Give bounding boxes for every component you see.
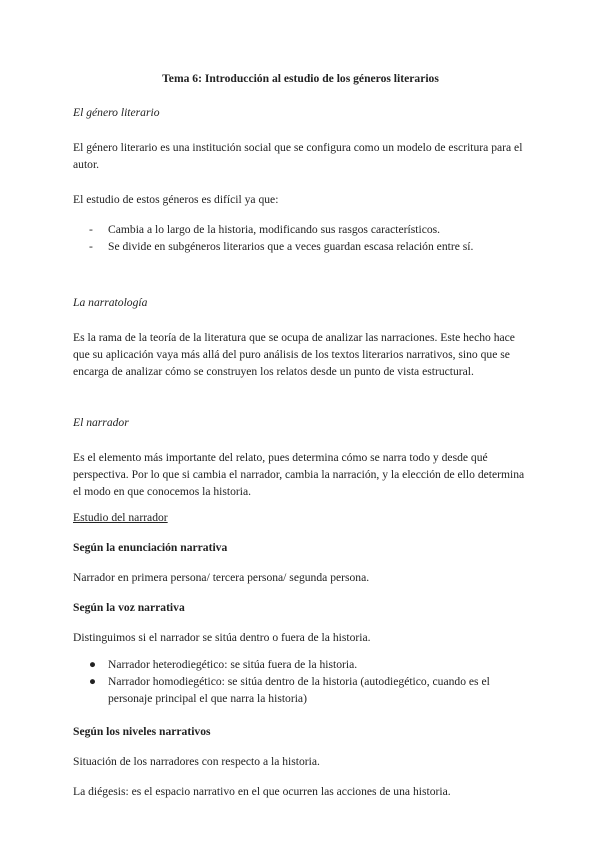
list-item: - Cambia a lo largo de la historia, modificando sus rasgos característicos. [89,223,441,236]
dash-marker: - [89,240,93,253]
paragraph-narratologia: Es la rama de la teoría de la literatura que se ocupa de analizar las narraciones. Este hecho hace que su aplicación vaya más allá del puro análisis de los textos literarios narrativos, sino que se encarga de analizar cómo se construyen los relatos desde un punto de vista estructural. [73,331,515,378]
dash-marker: - [89,223,93,236]
list-item: ● Narrador heterodiegético: se sitúa fuera de la historia. [89,658,358,671]
section-heading-narrador: El narrador [73,416,129,429]
paragraph-niveles-diegesis: La diégesis: es el espacio narrativo en el que ocurren las acciones de una historia. [73,785,451,798]
heading-enunciacion: Según la enunciación narrativa [73,541,228,554]
paragraph-narrador: Es el elemento más importante del relato, pues determina cómo se narra todo y desde qué perspectiva. Por lo que si cambia el narrador, cambia la narración, y la elección de ello determina el modo en que conocemos la historia. [73,451,525,498]
bullet-list-voz [73,656,528,707]
subheading-estudio-narrador: Estudio del narrador [73,511,168,524]
list-item: - Se divide en subgéneros literarios que a veces guardan escasa relación entre sí. [89,240,474,253]
paragraph-genero-definicion: El género literario es una institución social que se configura como un modelo de escritura para el autor. [73,141,523,171]
paragraph-enunciacion: Narrador en primera persona/ tercera persona/ segunda persona. [73,571,370,584]
paragraph-voz: Distinguimos si el narrador se sitúa dentro o fuera de la historia. [73,631,371,644]
heading-voz: Según la voz narrativa [73,601,185,614]
page-title: Tema 6: Introducción al estudio de los géneros literarios [162,72,439,85]
dash-list-genero [73,221,528,255]
bullet-marker: ● [89,675,97,688]
heading-niveles: Según los niveles narrativos [73,725,211,738]
section-heading-genero: El género literario [73,106,160,119]
list-item: ● Narrador homodiegético: se sitúa dentro de la historia (autodiegético, cuando es el personaje principal el que narra la historia) [89,675,490,705]
paragraph-niveles-situacion: Situación de los narradores con respecto a la historia. [73,755,320,768]
section-heading-narratologia: La narratología [73,296,148,309]
paragraph-genero-dificultad: El estudio de estos géneros es difícil ya que: [73,193,279,206]
bullet-marker: ● [89,658,97,671]
